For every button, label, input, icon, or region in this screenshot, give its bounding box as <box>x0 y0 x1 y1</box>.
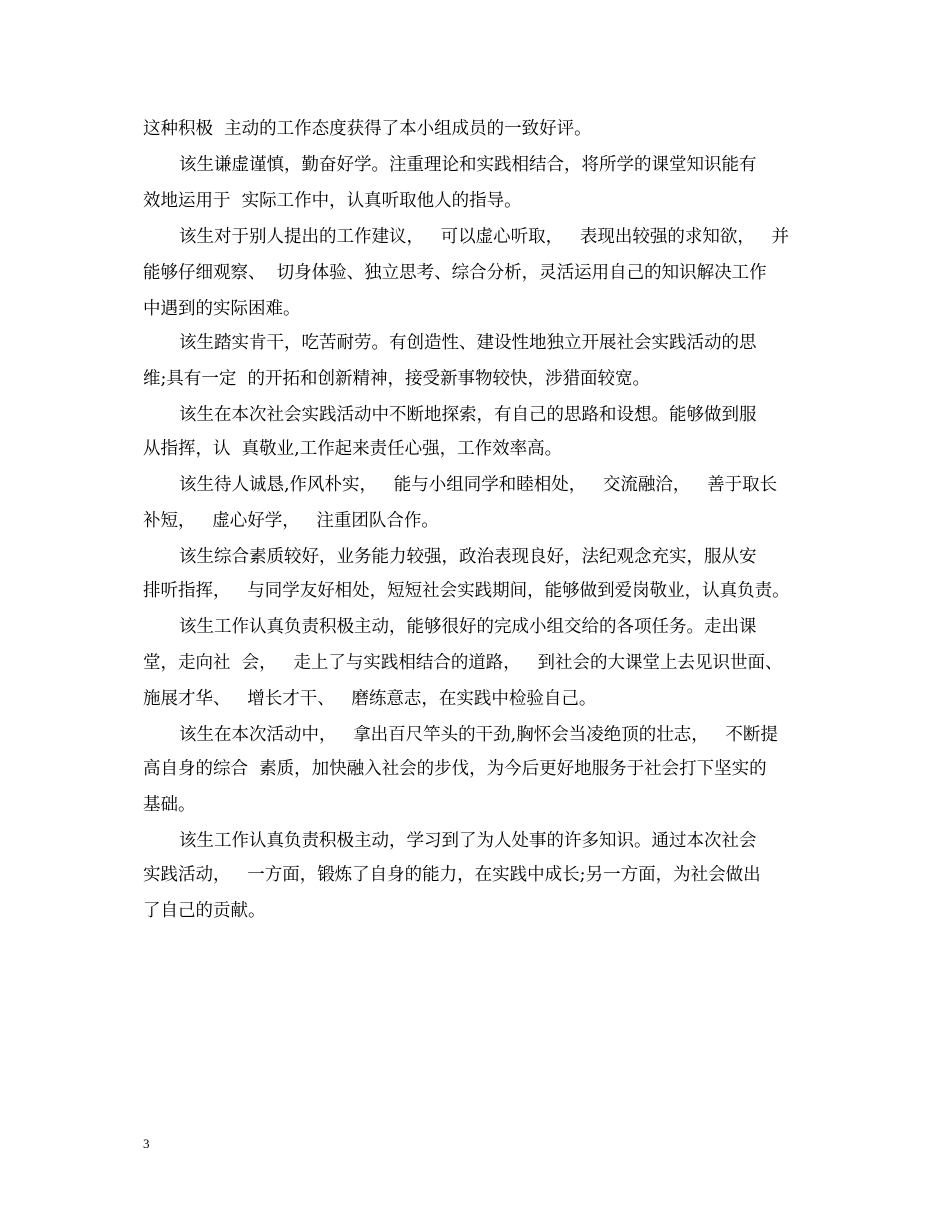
text-line: 基础。 <box>143 795 196 815</box>
paragraph-first-line: 该生工作认真负责积极主动，学习到了为人处事的许多知识。通过本次社会 <box>179 831 757 851</box>
text-line: 补短， 虚心好学， 注重团队合作。 <box>143 511 439 531</box>
text-line: 排听指挥， 与同学友好相处，短短社会实践期间，能够做到爱岗敬业，认真负责。 <box>143 581 790 601</box>
paragraph-first-line: 该生在本次活动中， 拿出百尺竿头的干劲,胸怀会当凌绝顶的壮志， 不断提 <box>179 725 778 745</box>
text-line: 效地运用于 实际工作中，认真听取他人的指导。 <box>143 191 522 211</box>
text-line: 高自身的综合 素质，加快融入社会的步伐，为今后更好地服务于社会打下坚实的 <box>143 759 767 779</box>
text-line: 这种积极 主动的工作态度获得了本小组成员的一致好评。 <box>143 119 592 139</box>
text-line: 实践活动， 一方面，锻炼了自身的能力，在实践中成长;另一方面，为社会做出 <box>143 865 761 885</box>
paragraph-first-line: 该生综合素质较好，业务能力较强，政治表现良好，法纪观念充实，服从安 <box>179 547 757 567</box>
paragraph-first-line: 该生工作认真负责积极主动，能够很好的完成小组交给的各项任务。走出课 <box>179 617 757 637</box>
text-line: 从指挥，认 真敬业,工作起来责任心强，工作效率高。 <box>143 439 563 459</box>
paragraph-first-line: 该生谦虚谨慎，勤奋好学。注重理论和实践相结合，将所学的课堂知识能有 <box>179 155 757 175</box>
page-number: 3 <box>143 1136 150 1151</box>
text-line: 堂，走向社 会， 走上了与实践相结合的道路， 到社会的大课堂上去见识世面、 <box>143 653 783 673</box>
paragraph-first-line: 该生踏实肯干，吃苦耐劳。有创造性、建设性地独立开展社会实践活动的思 <box>179 333 757 353</box>
paragraph-first-line: 该生待人诚恳,作风朴实， 能与小组同学和睦相处， 交流融洽， 善于取长 <box>179 475 778 495</box>
text-line: 中遇到的实际困难。 <box>143 299 301 319</box>
text-line: 能够仔细观察、 切身体验、独立思考、综合分析，灵活运用自己的知识解决工作 <box>143 263 767 283</box>
paragraph-first-line: 该生在本次社会实践活动中不断地探索，有自己的思路和设想。能够做到服 <box>179 405 757 425</box>
text-line: 施展才华、 增长才干、 磨练意志，在实践中检验自己。 <box>143 689 597 709</box>
paragraph-first-line: 该生对于别人提出的工作建议， 可以虚心听取， 表现出较强的求知欲， 并 <box>179 227 790 247</box>
text-line: 了自己的贡献。 <box>143 901 266 921</box>
text-line: 维;具有一定 的开拓和创新精神，接受新事物较快，涉猎面较宽。 <box>143 369 651 389</box>
